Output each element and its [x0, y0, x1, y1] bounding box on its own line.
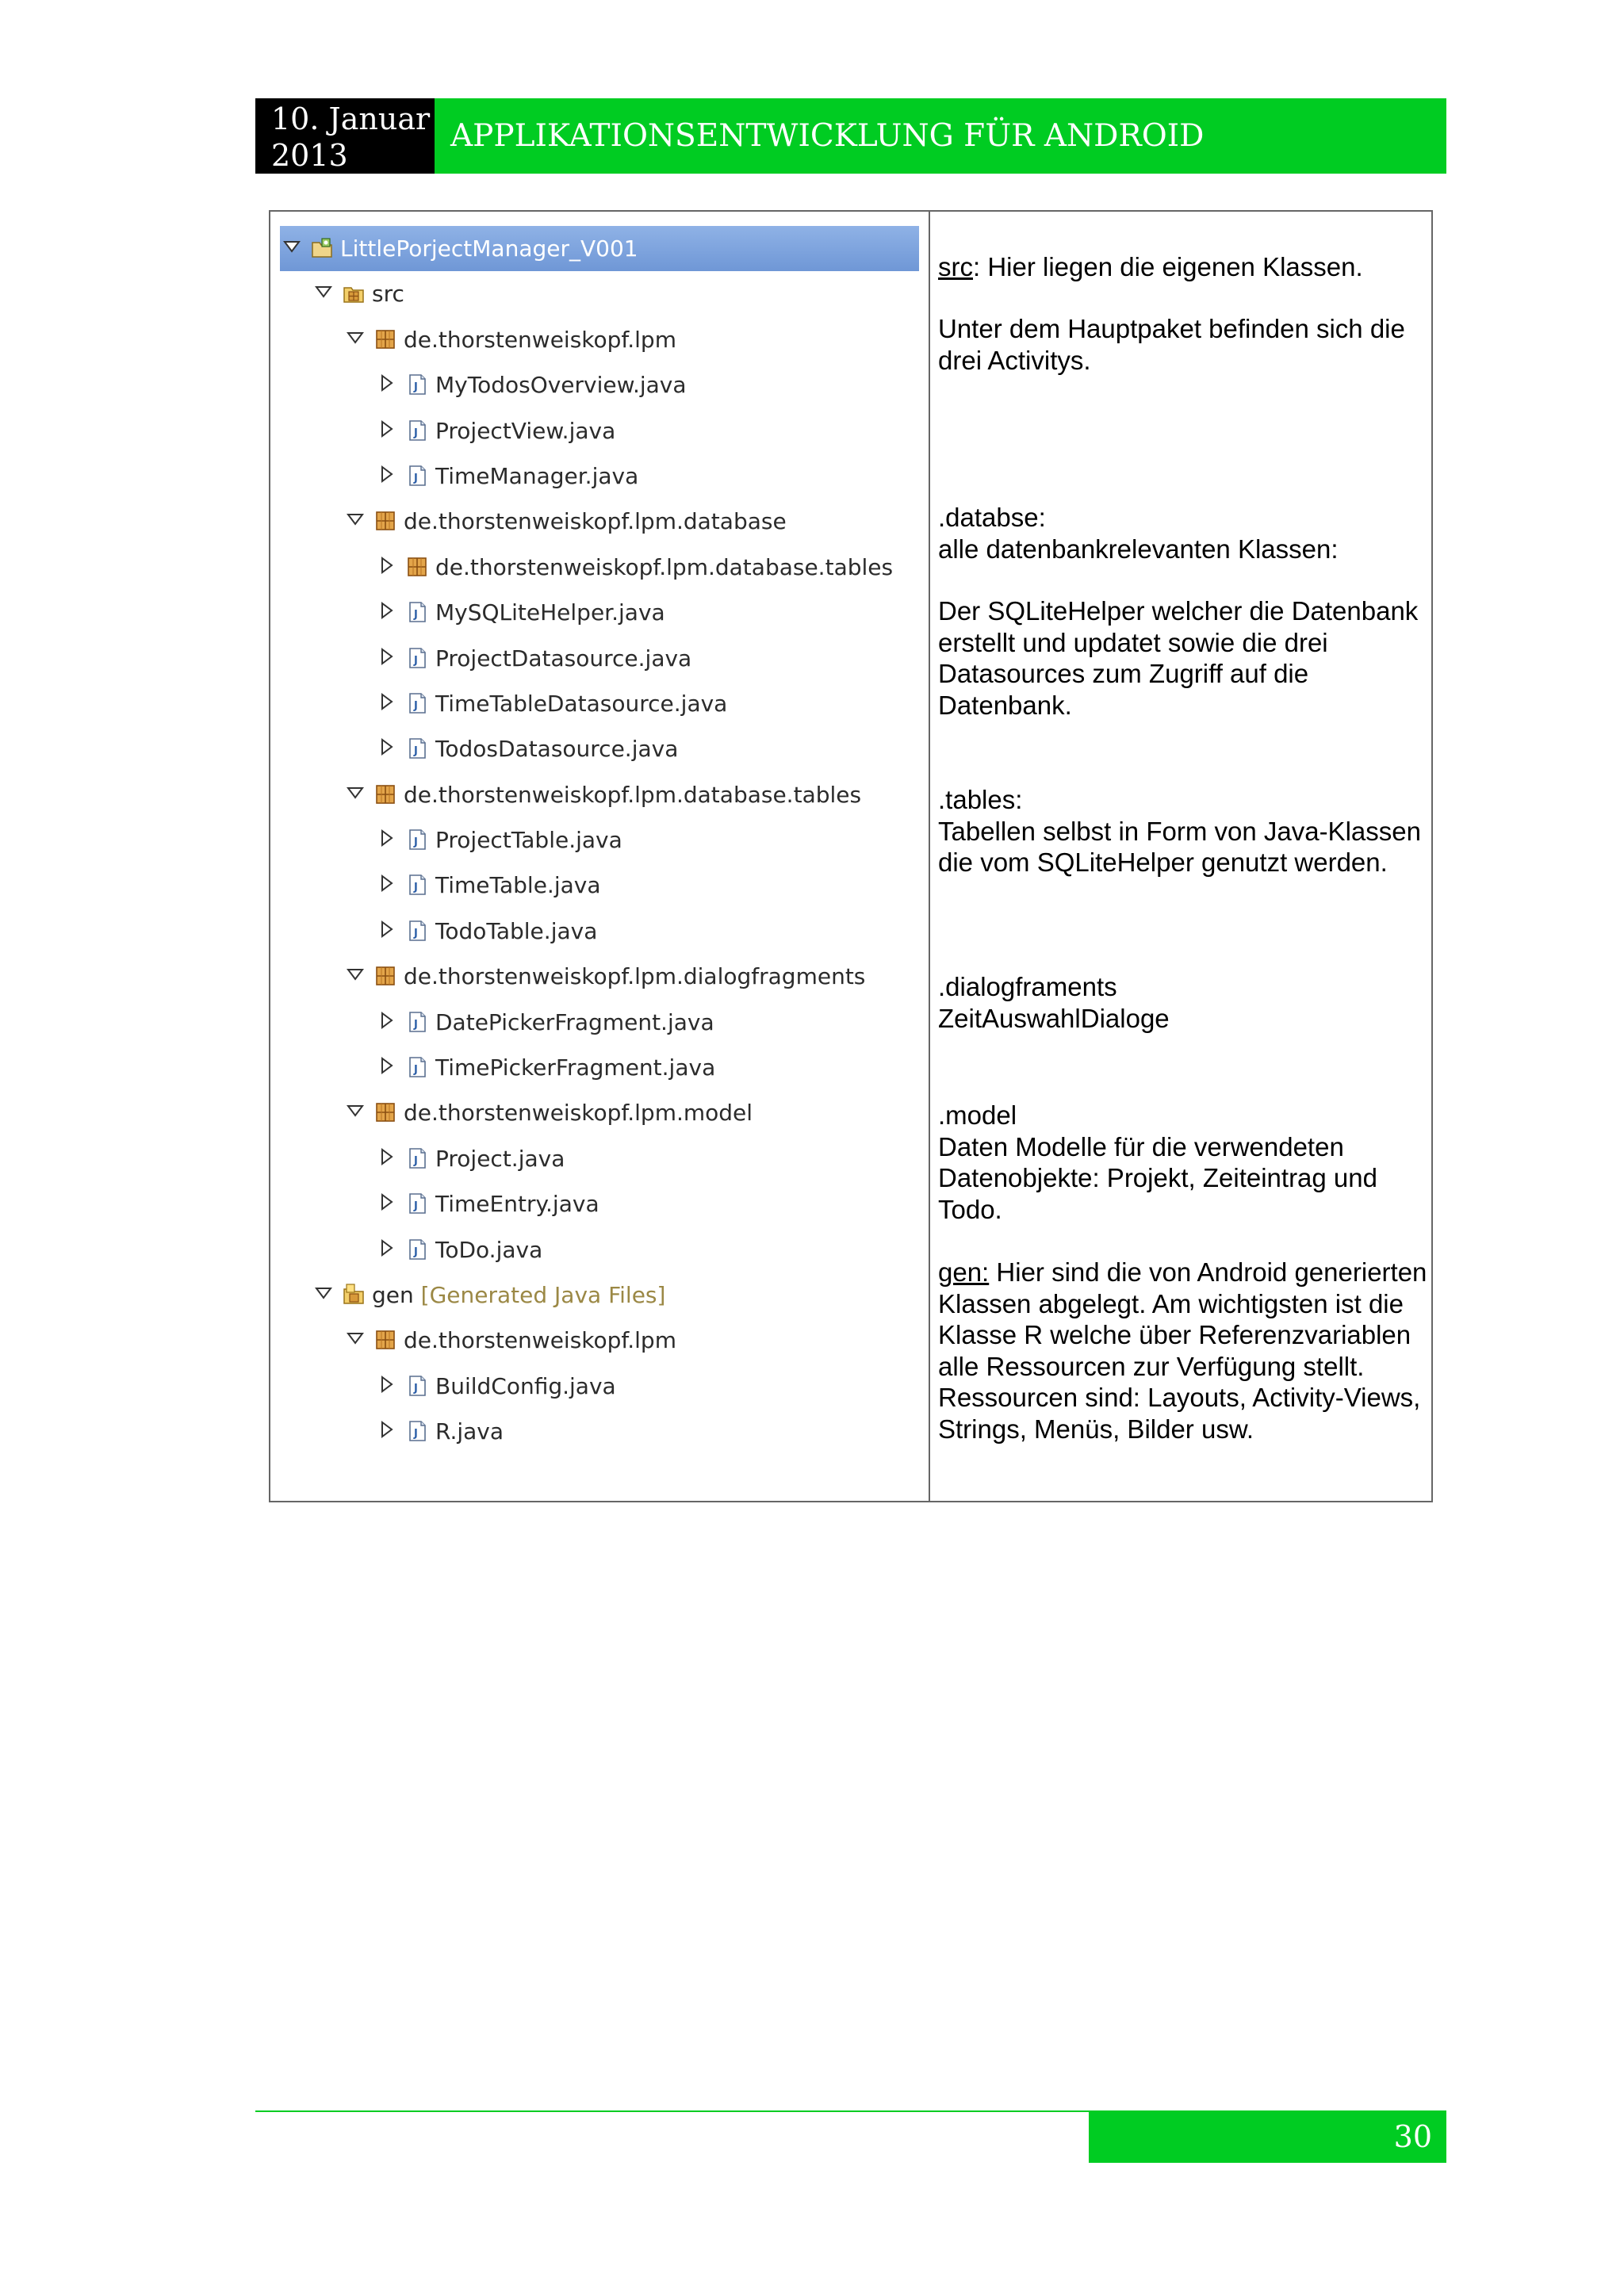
tree-item-name: de.thorstenweiskopf.lpm.database.tables	[404, 781, 862, 808]
tree-row[interactable]	[280, 1045, 919, 1090]
java-file-icon	[405, 1419, 429, 1443]
desc-main-package-text: Unter dem Hauptpaket befinden sich die drei Activitys.	[938, 314, 1405, 375]
expand-right-icon[interactable]	[378, 1239, 396, 1257]
desc-gen	[938, 1257, 1430, 1445]
desc-database-text: alle datenbankrelevanten Klassen:	[938, 534, 1339, 564]
desc-src-term: src	[938, 252, 973, 281]
desc-model-heading: .model	[938, 1100, 1017, 1130]
java-file-icon	[405, 1238, 429, 1261]
desc-dialogfragments	[938, 971, 1430, 1034]
tree-item-name: Project.java	[435, 1145, 565, 1172]
svg-text:J: J	[414, 927, 418, 939]
svg-text:J: J	[414, 1382, 418, 1395]
tree-item-label	[404, 317, 676, 362]
tree-row[interactable]	[280, 1090, 919, 1135]
project-explorer-tree	[280, 226, 919, 1455]
tree-item-name: ToDo.java	[435, 1236, 543, 1263]
tree-row[interactable]	[280, 863, 919, 908]
tree-row[interactable]	[280, 909, 919, 954]
svg-text:J: J	[414, 699, 418, 712]
tree-item-label	[435, 1000, 714, 1045]
tree-item-name: de.thorstenweiskopf.lpm	[404, 326, 676, 353]
desc-database	[938, 502, 1430, 564]
expand-down-icon[interactable]	[347, 1102, 364, 1119]
expand-down-icon[interactable]	[315, 1284, 332, 1302]
java-file-icon	[405, 464, 429, 488]
tree-item-name: ProjectDatasource.java	[435, 645, 692, 672]
tree-item-label	[372, 1272, 665, 1318]
tree-item-name: R.java	[435, 1418, 504, 1445]
tree-item-label	[435, 681, 727, 726]
expand-right-icon[interactable]	[378, 1057, 396, 1074]
tree-item-name: BuildConfig.java	[435, 1372, 616, 1399]
header-title: APPLIKATIONSENTWICKLUNG FÜR ANDROID	[435, 98, 1446, 174]
tree-row[interactable]	[280, 545, 919, 590]
tree-item-label	[435, 545, 893, 590]
tree-item-label	[435, 1409, 504, 1454]
tree-item-label	[435, 408, 615, 453]
tree-item-label	[435, 726, 678, 771]
svg-text:J: J	[414, 1154, 418, 1167]
java-file-icon	[405, 419, 429, 442]
tree-row[interactable]	[280, 726, 919, 771]
tree-row[interactable]	[280, 1318, 919, 1363]
tree-item-label	[435, 590, 665, 635]
desc-gen-text: Hier sind die von Android generierten Klassen abgelegt. Am wichtigsten ist die Klasse R welche über Referenzvariablen alle Ressourcen zur Verfügung stellt. Ressourcen sind: Layouts, Activity-Views, Strings, Menüs, Bilder usw.	[938, 1257, 1427, 1444]
tree-item-label	[404, 772, 861, 817]
tree-row[interactable]	[280, 1364, 919, 1409]
desc-src	[938, 251, 1430, 283]
svg-text:J: J	[414, 472, 418, 484]
expand-right-icon[interactable]	[378, 648, 396, 665]
expand-right-icon[interactable]	[378, 1421, 396, 1438]
tree-row[interactable]	[280, 271, 919, 316]
java-file-icon	[405, 646, 429, 670]
tree-row[interactable]	[280, 590, 919, 635]
svg-text:J: J	[414, 1246, 418, 1258]
desc-model-text: Daten Modelle für die verwendeten Datenobjekte: Projekt, Zeiteintrag und Todo.	[938, 1131, 1377, 1224]
tree-item-label	[404, 1090, 753, 1135]
tree-item-label	[404, 499, 787, 544]
java-file-icon	[405, 828, 429, 851]
tree-item-label	[404, 1318, 676, 1363]
tree-row[interactable]	[280, 954, 919, 999]
tree-row[interactable]	[280, 772, 919, 817]
desc-src-text: : Hier liegen die eigenen Klassen.	[973, 252, 1363, 281]
svg-text:J: J	[414, 745, 418, 758]
tree-item-name: de.thorstenweiskopf.lpm.dialogfragments	[404, 963, 866, 990]
tree-item-name: TimeTableDatasource.java	[435, 690, 728, 717]
svg-text:J: J	[414, 882, 418, 894]
tree-row[interactable]	[280, 1272, 919, 1318]
desc-sqlite-text: Der SQLiteHelper welcher die Datenbank erstellt und updatet sowie die drei Datasources zum Zugriff auf die Datenbank.	[938, 596, 1419, 720]
svg-text:J: J	[414, 1428, 418, 1441]
desc-tables	[938, 784, 1430, 878]
tree-row[interactable]	[280, 1181, 919, 1226]
package-icon	[405, 555, 429, 579]
tree-item-name: TodoTable.java	[435, 917, 598, 944]
expand-down-icon[interactable]	[347, 511, 364, 528]
package-icon	[373, 1100, 397, 1124]
tree-item-label	[435, 817, 622, 863]
tree-item-name: MySQLiteHelper.java	[435, 599, 665, 626]
tree-item-name: TodosDatasource.java	[435, 736, 679, 763]
tree-row[interactable]	[280, 1000, 919, 1045]
expand-right-icon[interactable]	[378, 374, 396, 392]
tree-row[interactable]	[280, 453, 919, 499]
java-file-icon	[405, 691, 429, 715]
tree-row[interactable]	[280, 636, 919, 681]
header-date	[255, 98, 435, 174]
expand-right-icon[interactable]	[378, 602, 396, 619]
tree-row[interactable]	[280, 408, 919, 453]
tree-item-name: TimeEntry.java	[435, 1191, 599, 1218]
svg-text:J: J	[414, 609, 418, 622]
expand-down-icon[interactable]	[347, 329, 364, 346]
java-file-icon	[405, 1374, 429, 1398]
project-icon	[310, 236, 334, 260]
desc-tables-text: Tabellen selbst in Form von Java-Klassen die vom SQLiteHelper genutzt werden.	[938, 816, 1421, 877]
svg-text:J: J	[414, 1064, 418, 1077]
tree-row[interactable]	[280, 817, 919, 863]
tree-item-label	[435, 362, 687, 408]
tree-item-name: ProjectTable.java	[435, 827, 622, 854]
package-icon	[373, 327, 397, 351]
tree-item-name: de.thorstenweiskopf.lpm.model	[404, 1100, 753, 1127]
tree-row[interactable]	[280, 681, 919, 726]
tree-item-name: ProjectView.java	[435, 417, 616, 444]
expand-right-icon[interactable]	[378, 420, 396, 438]
page-number: 30	[1089, 2110, 1446, 2163]
tree-item-name: de.thorstenweiskopf.lpm.database	[404, 508, 787, 535]
tree-item-label	[435, 863, 601, 908]
expand-down-icon[interactable]	[347, 784, 364, 802]
tree-row[interactable]	[280, 317, 919, 362]
tree-item-name: src	[372, 281, 404, 308]
desc-database-heading: .databse:	[938, 503, 1046, 532]
svg-text:J: J	[414, 427, 418, 439]
tree-row[interactable]	[280, 1136, 919, 1181]
tree-item-label	[435, 1181, 599, 1226]
tree-item-name: TimeTable.java	[435, 872, 601, 899]
tree-item-decoration: [Generated Java Files]	[420, 1281, 666, 1308]
desc-tables-heading: .tables:	[938, 785, 1023, 814]
tree-item-name: de.thorstenweiskopf.lpm	[404, 1327, 676, 1354]
expand-right-icon[interactable]	[378, 1148, 396, 1165]
java-file-icon	[405, 1146, 429, 1170]
tree-item-label	[435, 1364, 616, 1409]
expand-right-icon[interactable]	[378, 557, 396, 574]
tree-row[interactable]	[280, 1409, 919, 1454]
package-icon	[373, 783, 397, 806]
tree-item-name: TimePickerFragment.java	[435, 1054, 716, 1081]
tree-item-label	[435, 636, 691, 681]
tree-row[interactable]	[280, 499, 919, 544]
expand-down-icon[interactable]	[347, 1330, 364, 1347]
source-folder-icon	[342, 281, 366, 305]
java-file-icon	[405, 1055, 429, 1079]
java-file-icon	[405, 1010, 429, 1034]
desc-sqlite	[938, 595, 1430, 721]
tree-item-label	[340, 226, 638, 271]
desc-model	[938, 1100, 1430, 1225]
tree-item-label	[372, 271, 404, 316]
java-file-icon	[405, 919, 429, 943]
expand-right-icon[interactable]	[378, 738, 396, 756]
expand-right-icon[interactable]	[378, 1012, 396, 1029]
svg-text:J: J	[414, 1018, 418, 1031]
svg-text:J: J	[414, 1200, 418, 1213]
tree-item-name: MyTodosOverview.java	[435, 372, 687, 399]
svg-text:J: J	[414, 381, 418, 394]
tree-item-label	[435, 909, 597, 954]
expand-right-icon[interactable]	[378, 465, 396, 483]
desc-dialogfragments-heading: .dialogframents	[938, 972, 1117, 1001]
desc-dialogfragments-text: ZeitAuswahlDialoge	[938, 1003, 1170, 1033]
tree-item-name: TimeManager.java	[435, 462, 639, 489]
expand-down-icon[interactable]	[347, 966, 364, 983]
column-divider	[929, 212, 930, 1501]
expand-right-icon[interactable]	[378, 1376, 396, 1393]
desc-main-package	[938, 313, 1430, 376]
java-file-icon	[405, 600, 429, 624]
package-icon	[373, 964, 397, 988]
expand-right-icon[interactable]	[378, 693, 396, 710]
svg-text:J: J	[414, 654, 418, 667]
generated-folder-icon	[342, 1283, 366, 1307]
tree-item-label	[435, 1227, 542, 1272]
header-date-day: 10. Januar	[271, 101, 431, 136]
java-file-icon	[405, 873, 429, 897]
svg-text:J: J	[414, 836, 418, 849]
expand-right-icon[interactable]	[378, 829, 396, 847]
tree-item-label	[435, 1045, 715, 1090]
tree-row-selected[interactable]	[280, 226, 919, 271]
desc-gen-term: gen:	[938, 1257, 990, 1287]
expand-right-icon[interactable]	[378, 874, 396, 892]
java-file-icon	[405, 1192, 429, 1215]
tree-item-label	[435, 1136, 565, 1181]
tree-row[interactable]	[280, 362, 919, 408]
expand-right-icon[interactable]	[378, 920, 396, 938]
tree-row[interactable]	[280, 1227, 919, 1272]
tree-item-label	[435, 453, 638, 499]
tree-item-name: LittlePorjectManager_V001	[340, 235, 638, 262]
tree-item-name: gen	[372, 1281, 414, 1308]
package-icon	[373, 1328, 397, 1352]
java-file-icon	[405, 373, 429, 396]
header-date-year: 2013	[271, 138, 348, 173]
tree-item-name: DatePickerFragment.java	[435, 1008, 714, 1035]
tree-item-label	[404, 954, 865, 999]
expand-down-icon[interactable]	[283, 238, 301, 255]
package-icon	[373, 509, 397, 533]
content-table	[269, 210, 1433, 1502]
java-file-icon	[405, 737, 429, 760]
tree-item-name: de.thorstenweiskopf.lpm.database.tables	[435, 553, 894, 580]
expand-down-icon[interactable]	[315, 283, 332, 300]
expand-right-icon[interactable]	[378, 1193, 396, 1211]
